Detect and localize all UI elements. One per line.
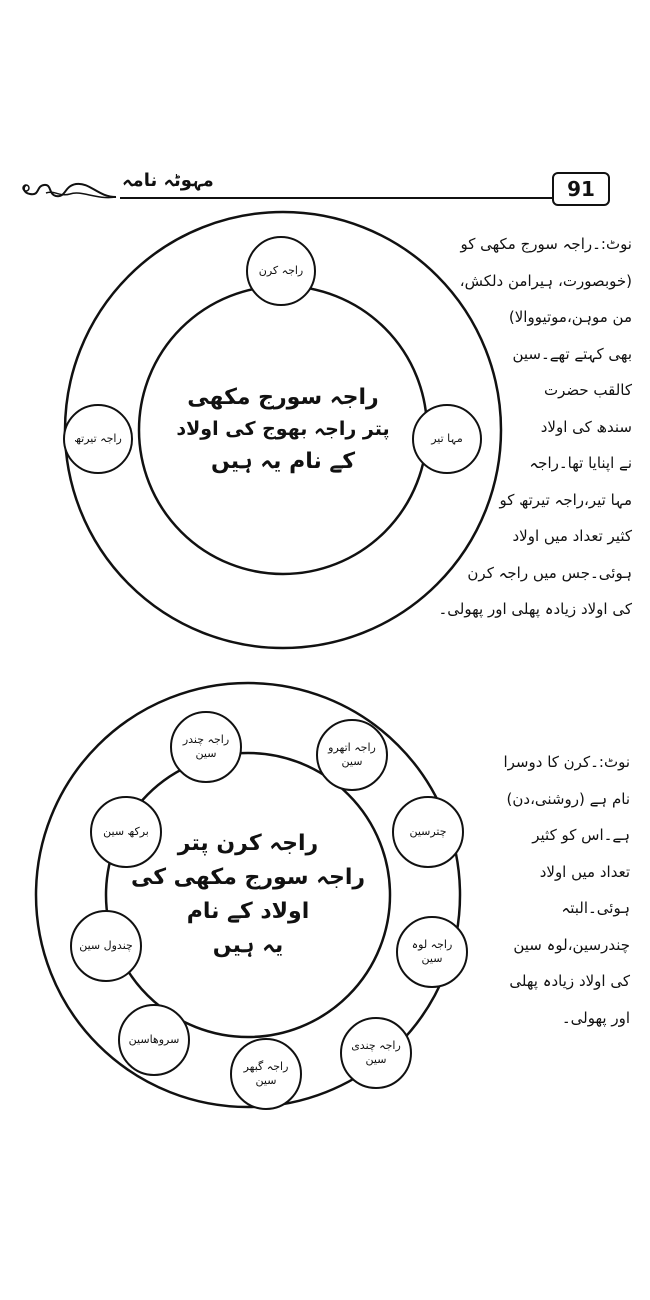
note2-line: چندرسین،لوہ سین	[513, 935, 630, 954]
note2-line: کی اولاد زیادہ پھلی	[509, 972, 630, 990]
diagram1-node-right: مہا تیر	[412, 404, 482, 474]
diagram2-center-line: یہ ہیں	[212, 933, 284, 959]
diagram2-node: چندول سین	[70, 910, 142, 982]
diagram2-center-line: راجہ کرن پتر	[177, 830, 319, 856]
diagram2-center-line: اولاد کے نام	[186, 899, 310, 924]
diagram1-node-top: راجہ کرن	[246, 236, 316, 306]
running-header-title: مہوٹہ نامہ	[122, 170, 214, 191]
diagram2-node: راجہ چندی سین	[340, 1017, 412, 1089]
note1-line: نے اپنایا تھا۔راجہ	[529, 454, 632, 472]
note2-line: ہوئی۔البتہ	[561, 899, 630, 917]
note2-line: نام ہے (روشنی،دن)	[506, 789, 630, 808]
note1-line: کالقب حضرت	[543, 381, 632, 399]
note2-line: اور پھولی۔	[561, 1008, 630, 1027]
note1-line: مہا تیر،راجہ تیرتھ کو	[499, 490, 632, 509]
diagram2-node: راجہ چندر سین	[170, 711, 242, 783]
diagram2-node: سروھاسین	[118, 1004, 190, 1076]
diagram2-node: چترسین	[392, 796, 464, 868]
diagram2-center-line: راجہ سورج مکھی کی	[130, 864, 366, 890]
note1-line: سندھ کی اولاد	[540, 417, 632, 436]
diagram2-node: راجہ لوہ سین	[396, 916, 468, 988]
note1-line: ہوئی۔جس میں راجہ کرن	[467, 563, 632, 582]
diagram1-center-text	[148, 330, 418, 530]
note1	[439, 226, 633, 628]
note1-line: کی اولاد زیادہ پھلی اور پھولی۔	[438, 600, 632, 618]
note2-line: تعداد میں اولاد	[539, 862, 630, 881]
diagram2-node: راجہ اتھرو سین	[316, 719, 388, 791]
note1-line: نوٹ:۔راجہ سورج مکھی کو	[460, 235, 632, 253]
note1-line: کثیر تعداد میں اولاد	[512, 527, 632, 545]
diagram1-center-line: پتر راجہ بھوج کی اولاد	[176, 418, 390, 441]
diagram1-center-line: کے نام یہ ہیں	[210, 448, 356, 474]
note2-line: نوٹ:۔کرن کا دوسرا	[503, 753, 630, 771]
note2-line: ہے۔اس کو کثیر	[532, 826, 630, 844]
page-number: 91	[552, 172, 610, 206]
note2	[503, 744, 630, 1036]
note1-line: من موہن،موتیووالا)	[508, 308, 632, 326]
diagram2-node: راجہ گبھر سین	[230, 1038, 302, 1110]
note1-line: بھی کہتے تھے۔سین	[512, 344, 632, 363]
diagram2-node: برکھ سین	[90, 796, 162, 868]
note1-line: (خوبصورت، ہیرامن دلکش،	[459, 271, 632, 290]
diagram1-center-line: راجہ سورج مکھی	[187, 385, 379, 411]
diagram1-node-left: راجہ تیرتھ	[63, 404, 133, 474]
